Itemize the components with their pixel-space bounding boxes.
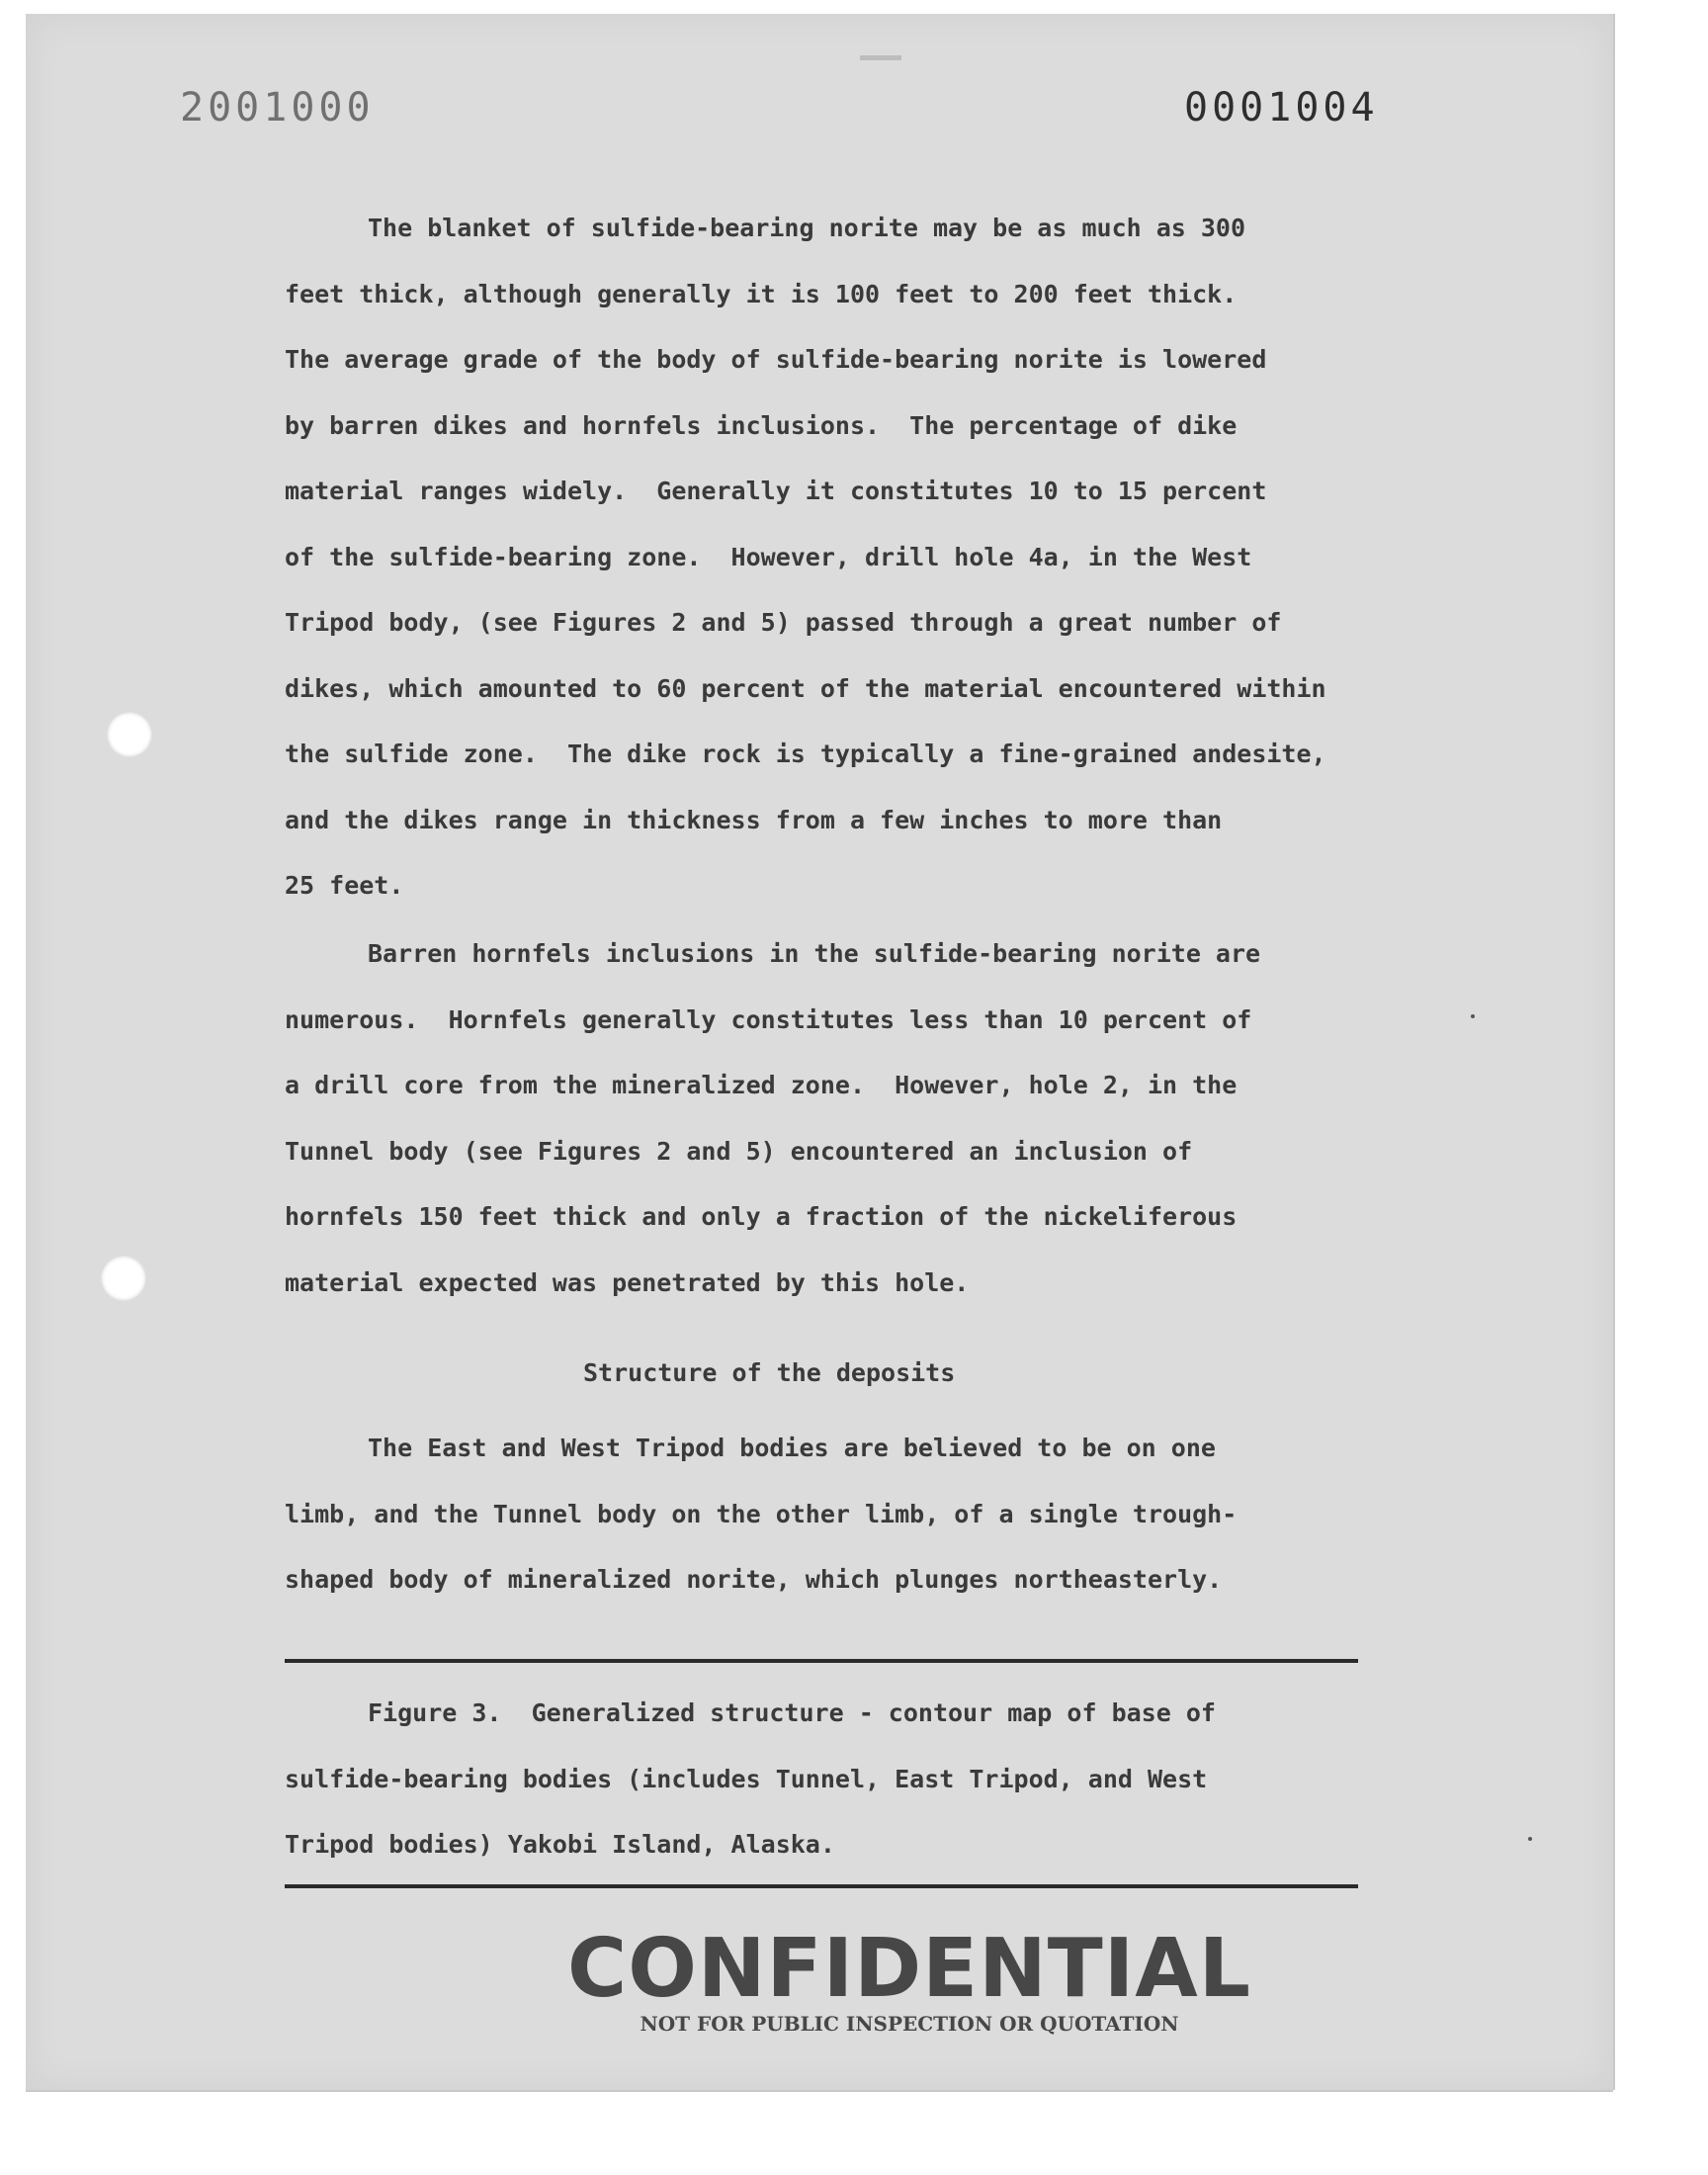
caption-line: Tripod bodies) Yakobi Island, Alaska.	[285, 1830, 835, 1859]
text-line: Barren hornfels inclusions in the sulfide-bearing norite are	[368, 939, 1261, 968]
text-line: Tunnel body (see Figures 2 and 5) encountered an inclusion of	[285, 1136, 1193, 1166]
caption-line: Figure 3. Generalized structure - contour map of base of	[368, 1698, 1216, 1727]
text-line: shaped body of mineralized norite, which plunges northeasterly.	[285, 1565, 1223, 1594]
top-scan-mark	[860, 55, 901, 60]
punch-hole-upper	[107, 712, 152, 757]
text-line: a drill core from the mineralized zone. However, hole 2, in the	[285, 1071, 1238, 1099]
page-edge-bottom	[26, 2090, 1613, 2092]
text-line: dikes, which amounted to 60 percent of the material encountered within	[285, 673, 1326, 703]
punch-hole-lower	[101, 1256, 146, 1301]
text-line: material expected was penetrated by this hole.	[285, 1267, 970, 1297]
text-line: The blanket of sulfide-bearing norite may be as much as 300	[368, 214, 1246, 242]
caption-rule-bottom	[285, 1884, 1358, 1888]
caption-line: sulfide-bearing bodies (includes Tunnel, East Tripod, and West	[285, 1764, 1208, 1793]
section-paragraph	[285, 1416, 1461, 1613]
paragraph-2	[285, 921, 1461, 1316]
text-line: of the sulfide-bearing zone. However, drill hole 4a, in the West	[285, 542, 1252, 571]
paragraph-1	[285, 196, 1461, 919]
dust-speck	[1528, 1837, 1532, 1841]
text-line: and the dikes range in thickness from a few inches to more than	[285, 805, 1223, 834]
document-number-left: 2001000	[180, 85, 375, 130]
figure-caption	[285, 1681, 1461, 1878]
text-line: material ranges widely. Generally it constitutes 10 to 15 percent	[285, 477, 1267, 505]
text-line: feet thick, although generally it is 100 feet to 200 feet thick.	[285, 279, 1238, 308]
text-line: 25 feet.	[285, 871, 404, 900]
text-line: The East and West Tripod bodies are believed to be on one	[368, 1434, 1216, 1462]
text-line: by barren dikes and hornfels inclusions. The percentage of dike	[285, 410, 1238, 440]
page-number: 0001004	[1184, 85, 1379, 130]
caption-rule-top	[285, 1659, 1358, 1663]
stamp-main-text: CONFIDENTIAL	[567, 1922, 1251, 2016]
text-line: the sulfide zone. The dike rock is typically a fine-grained andesite,	[285, 740, 1326, 768]
text-line: hornfels 150 feet thick and only a fraction of the nickeliferous	[285, 1202, 1238, 1231]
section-heading: Structure of the deposits	[583, 1358, 956, 1387]
page-edge-right	[1613, 14, 1615, 2090]
text-line: The average grade of the body of sulfide-bearing norite is lowered	[285, 345, 1267, 374]
text-line: numerous. Hornfels generally constitutes less than 10 percent of	[285, 1004, 1252, 1034]
dust-speck	[1471, 1014, 1475, 1018]
confidential-stamp	[534, 1922, 1285, 2036]
text-line: limb, and the Tunnel body on the other limb, of a single trough-	[285, 1499, 1238, 1528]
text-line: Tripod body, (see Figures 2 and 5) passed through a great number of	[285, 608, 1282, 637]
stamp-sub-text: NOT FOR PUBLIC INSPECTION OR QUOTATION	[640, 2012, 1179, 2036]
